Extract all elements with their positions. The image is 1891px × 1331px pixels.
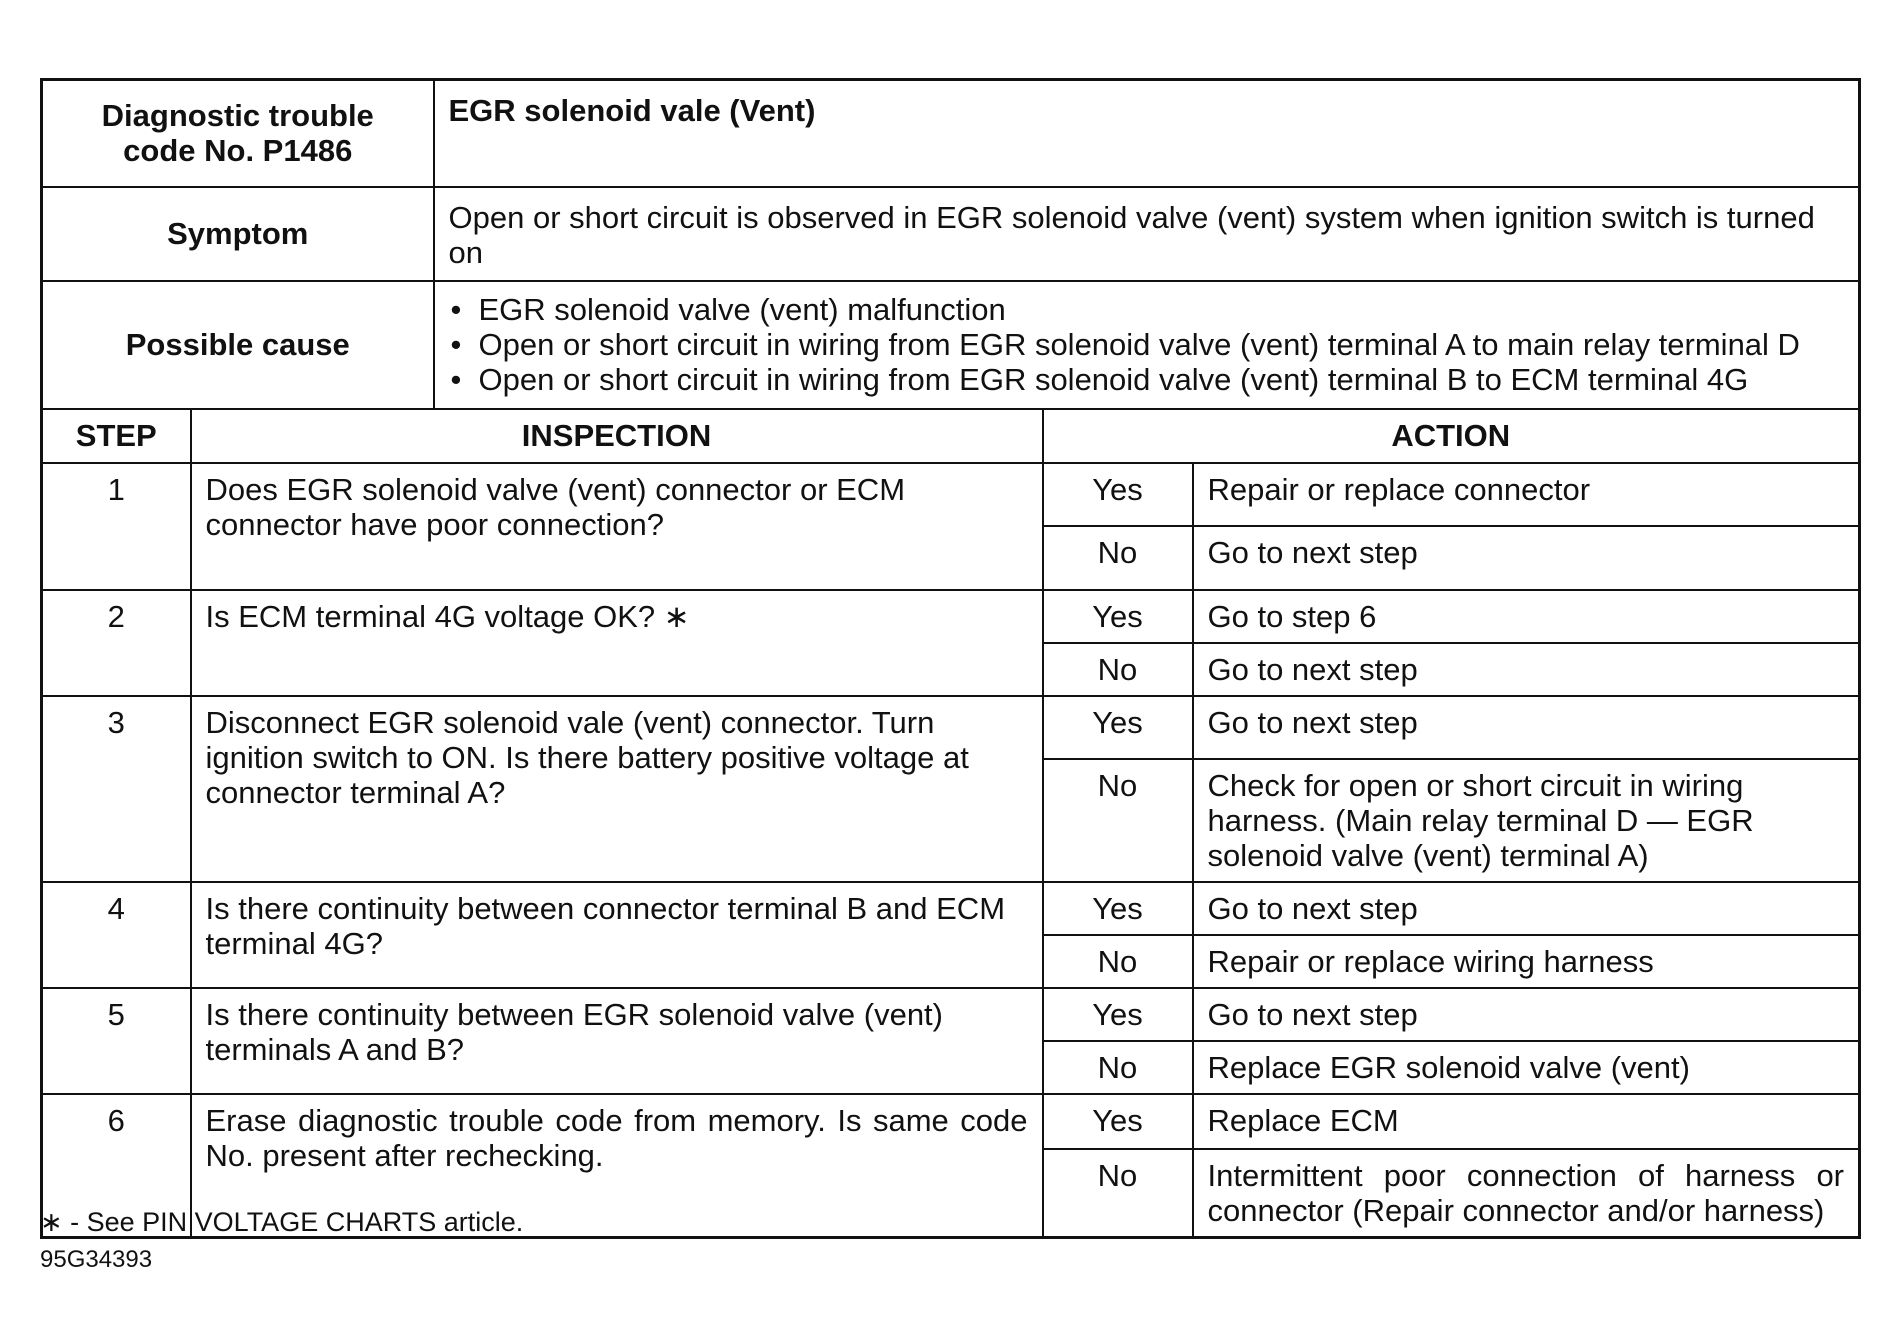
no-action: Go to next step: [1193, 526, 1860, 590]
yes-action: Go to next step: [1193, 696, 1860, 759]
step-row-6-yes: [42, 1094, 1860, 1149]
dtc-row: [42, 80, 1860, 187]
yes-label: Yes: [1043, 882, 1193, 935]
possible-cause-cell: [434, 281, 1860, 409]
no-action: Replace EGR solenoid valve (vent): [1193, 1041, 1860, 1094]
step-inspection: Disconnect EGR solenoid vale (vent) connector. Turn ignition switch to ON. Is there battery positive voltage at connector terminal A?: [191, 696, 1043, 882]
step-column-header: STEP: [42, 409, 191, 463]
yes-action: Repair or replace connector: [1193, 463, 1860, 526]
step-row-5-yes: [42, 988, 1860, 1041]
inspection-column-header: INSPECTION: [191, 409, 1043, 463]
step-number: 5: [42, 988, 191, 1094]
symptom-text: Open or short circuit is observed in EGR solenoid valve (vent) system when ignition switch is turned on: [434, 187, 1860, 281]
cause-item: • EGR solenoid valve (vent) malfunction: [449, 292, 1845, 327]
action-column-header: ACTION: [1043, 409, 1860, 463]
step-row-4-yes: [42, 882, 1860, 935]
dtc-code-label: Diagnostic trouble code No. P1486: [42, 80, 434, 187]
no-label: No: [1043, 1149, 1193, 1238]
cause-item: • Open or short circuit in wiring from EGR solenoid valve (vent) terminal B to ECM terminal 4G: [449, 362, 1845, 397]
yes-label: Yes: [1043, 988, 1193, 1041]
step-row-3-yes: [42, 696, 1860, 759]
step-number: 6: [42, 1094, 191, 1238]
yes-label: Yes: [1043, 696, 1193, 759]
yes-action: Go to next step: [1193, 988, 1860, 1041]
no-label: No: [1043, 643, 1193, 696]
step-number: 1: [42, 463, 191, 590]
no-action: Go to next step: [1193, 643, 1860, 696]
column-header-row: [42, 409, 1860, 463]
no-action: Repair or replace wiring harness: [1193, 935, 1860, 988]
diagnostic-sheet: [40, 78, 1858, 1239]
diagnostic-table: [40, 78, 1861, 1239]
no-label: No: [1043, 759, 1193, 882]
step-number: 4: [42, 882, 191, 988]
symptom-row: [42, 187, 1860, 281]
step-inspection: Is there continuity between connector terminal B and ECM terminal 4G?: [191, 882, 1043, 988]
no-label: No: [1043, 1041, 1193, 1094]
cause-item: • Open or short circuit in wiring from EGR solenoid valve (vent) terminal A to main relay terminal D: [449, 327, 1845, 362]
no-label: No: [1043, 526, 1193, 590]
possible-cause-row: [42, 281, 1860, 409]
step-number: 2: [42, 590, 191, 696]
yes-action: Go to step 6: [1193, 590, 1860, 643]
step-inspection: Is there continuity between EGR solenoid valve (vent) terminals A and B?: [191, 988, 1043, 1094]
step-inspection: Erase diagnostic trouble code from memory. Is same code No. present after rechecking.: [191, 1094, 1043, 1238]
no-action: Check for open or short circuit in wiring harness. (Main relay terminal D — EGR solenoid valve (vent) terminal A): [1193, 759, 1860, 882]
step-row-1-yes: [42, 463, 1860, 526]
yes-action: Go to next step: [1193, 882, 1860, 935]
possible-cause-list: [435, 282, 1859, 403]
step-row-2-yes: [42, 590, 1860, 643]
yes-label: Yes: [1043, 590, 1193, 643]
step-number: 3: [42, 696, 191, 882]
yes-action: Replace ECM: [1193, 1094, 1860, 1149]
figure-code: 95G34393: [40, 1246, 153, 1273]
yes-label: Yes: [1043, 1094, 1193, 1149]
step-inspection: Is ECM terminal 4G voltage OK? ∗: [191, 590, 1043, 696]
step-inspection: Does EGR solenoid valve (vent) connector or ECM connector have poor connection?: [191, 463, 1043, 590]
no-label: No: [1043, 935, 1193, 988]
symptom-label: Symptom: [42, 187, 434, 281]
no-action: Intermittent poor connection of harness or connector (Repair connector and/or harness): [1193, 1149, 1860, 1238]
yes-label: Yes: [1043, 463, 1193, 526]
footnote: ∗ - See PIN VOLTAGE CHARTS article.: [40, 1207, 524, 1237]
dtc-title: EGR solenoid vale (Vent): [434, 80, 1860, 187]
possible-cause-label: Possible cause: [42, 281, 434, 409]
